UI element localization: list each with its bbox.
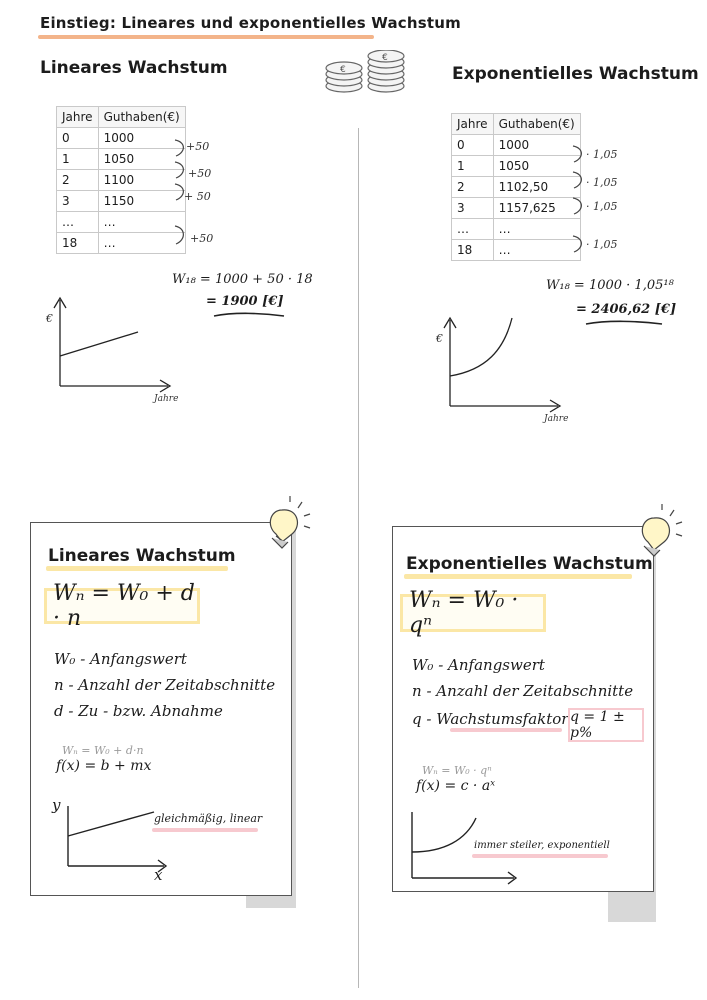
definition-text: - Zu - bzw. Abnahme — [68, 702, 223, 720]
axis-label-x: Jahre — [544, 414, 569, 424]
table-row — [452, 156, 581, 177]
table-cell: 1100 — [98, 170, 185, 191]
step-label: · 1,05 — [586, 200, 618, 213]
axis-label-x: Jahre — [154, 394, 179, 404]
table-cell: 1050 — [493, 156, 580, 177]
definition-highlight — [450, 728, 562, 732]
table-row — [57, 149, 186, 170]
svg-text:€: € — [382, 53, 388, 63]
page-title: Einstieg: Lineares und exponentielles Wachstum — [40, 14, 461, 32]
definition-symbol: d — [54, 702, 64, 720]
step-label: +50 — [186, 140, 210, 153]
table-row — [57, 191, 186, 212]
table-row — [57, 128, 186, 149]
underline-stroke — [212, 310, 286, 320]
column-divider — [358, 128, 359, 988]
formula-box: Wₙ = W₀ + d · n — [44, 588, 200, 624]
definition-row — [412, 710, 568, 728]
table-cell: … — [98, 233, 185, 254]
table-header: Jahre — [57, 107, 99, 128]
table-cell: 0 — [452, 135, 494, 156]
exponential-heading: Exponentielles Wachstum — [452, 64, 699, 84]
linear-heading: Lineares Wachstum — [40, 58, 228, 78]
title-underline — [38, 35, 374, 39]
table-cell: 18 — [452, 240, 494, 261]
graph-note: immer steiler, exponentiell — [474, 840, 610, 851]
definition-symbol: W₀ — [54, 650, 76, 668]
table-cell: 3 — [452, 198, 494, 219]
table-cell: 1157,625 — [493, 198, 580, 219]
table-cell: 18 — [57, 233, 99, 254]
axis-label-y: € — [46, 312, 53, 325]
definition-text: - Anfangswert — [80, 650, 187, 668]
table-row — [452, 177, 581, 198]
coins-icon — [322, 50, 408, 98]
card-title: Exponentielles Wachstum — [406, 554, 653, 574]
step-label: · 1,05 — [586, 238, 618, 251]
table-cell: 1050 — [98, 149, 185, 170]
table-cell: 0 — [57, 128, 99, 149]
table-header-row — [57, 107, 186, 128]
definition-row — [412, 656, 545, 674]
table-row — [57, 233, 186, 254]
table-cell: 1000 — [493, 135, 580, 156]
table-header: Jahre — [452, 114, 494, 135]
table-cell: 1000 — [98, 128, 185, 149]
growth-factor-box: q = 1 ± p% — [568, 708, 644, 742]
title-highlight — [404, 574, 632, 579]
table-cell: 1102,50 — [493, 177, 580, 198]
gray-formula: Wₙ = W₀ · qⁿ — [422, 764, 492, 777]
note-highlight — [152, 828, 258, 832]
step-label: · 1,05 — [586, 148, 618, 161]
table-cell: 2 — [57, 170, 99, 191]
table-header-row — [452, 114, 581, 135]
table-row — [57, 212, 186, 233]
axis-label-x: x — [154, 866, 163, 884]
table-cell: 1150 — [98, 191, 185, 212]
exponential-table — [451, 113, 581, 261]
definition-row — [54, 676, 275, 694]
underline-stroke — [584, 318, 664, 328]
definition-symbol: W₀ — [412, 656, 434, 674]
exponential-graph — [430, 310, 570, 426]
axis-label-y: y — [52, 796, 61, 814]
table-cell: … — [452, 219, 494, 240]
table-cell: 3 — [57, 191, 99, 212]
table-row — [452, 198, 581, 219]
graph-note: gleichmäßig, linear — [154, 812, 263, 825]
table-cell: … — [98, 212, 185, 233]
definition-row — [54, 702, 223, 720]
definition-text: - Anzahl der Zeitabschnitte — [68, 676, 276, 694]
card-title: Lineares Wachstum — [48, 546, 236, 566]
lightbulb-icon — [626, 500, 692, 560]
linear-graph — [40, 290, 180, 406]
function-formula: f(x) = b + mx — [56, 758, 152, 774]
svg-text:€: € — [340, 65, 346, 75]
exponential-formula-line2: = 2406,62 [€] — [576, 302, 677, 317]
exponential-formula-line1: W₁₈ = 1000 · 1,05¹⁸ — [546, 278, 674, 293]
definition-row — [412, 682, 633, 700]
table-row — [57, 170, 186, 191]
definition-row — [54, 650, 187, 668]
lightbulb-icon — [252, 492, 322, 554]
step-label: + 50 — [184, 190, 211, 203]
definition-symbol: n — [54, 676, 64, 694]
function-formula: f(x) = c · aˣ — [416, 778, 496, 794]
table-row — [452, 135, 581, 156]
axis-label-y: € — [436, 332, 443, 345]
definition-text: - Anfangswert — [438, 656, 545, 674]
table-header: Guthaben(€) — [493, 114, 580, 135]
table-row — [452, 240, 581, 261]
definition-symbol: q — [412, 710, 422, 728]
table-cell: 1 — [57, 149, 99, 170]
table-header: Guthaben(€) — [98, 107, 185, 128]
definition-text: - Wachstumsfaktor — [426, 710, 569, 728]
gray-formula: Wₙ = W₀ + d·n — [62, 744, 144, 757]
step-label: +50 — [188, 167, 212, 180]
table-row — [452, 219, 581, 240]
table-cell: … — [493, 240, 580, 261]
definition-text: - Anzahl der Zeitabschnitte — [426, 682, 634, 700]
table-cell: … — [57, 212, 99, 233]
table-cell: 2 — [452, 177, 494, 198]
title-highlight — [46, 566, 228, 571]
table-cell: … — [493, 219, 580, 240]
linear-table — [56, 106, 186, 254]
linear-formula-line2: = 1900 [€] — [206, 294, 284, 309]
linear-formula-line1: W₁₈ = 1000 + 50 · 18 — [172, 272, 313, 287]
definition-symbol: n — [412, 682, 422, 700]
note-highlight — [472, 854, 608, 858]
step-label: · 1,05 — [586, 176, 618, 189]
table-cell: 1 — [452, 156, 494, 177]
step-label: +50 — [190, 232, 214, 245]
formula-box: Wₙ = W₀ · qⁿ — [400, 594, 546, 632]
